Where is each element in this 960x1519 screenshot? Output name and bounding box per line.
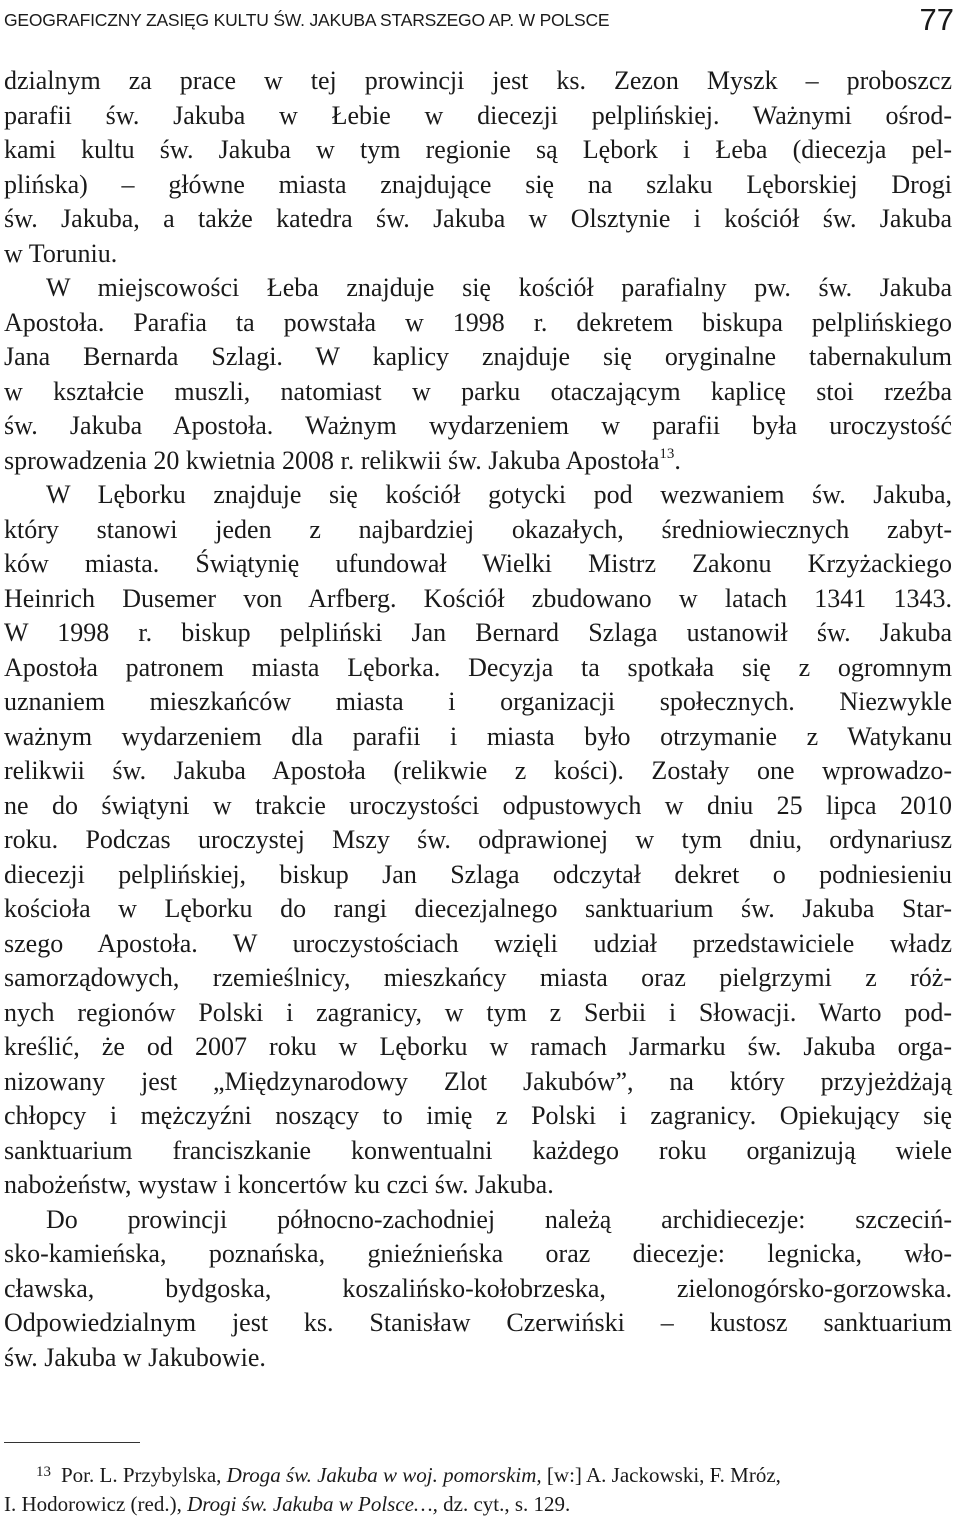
footnote-text: dz. cyt., s. 129. <box>437 1492 571 1516</box>
text-line: nych regionów Polski i zagranicy, w tym z Serbii i Słowacji. Warto pod- <box>4 997 952 1027</box>
text-line: chłopcy i mężczyźni noszący to imię z Polski i zagranicy. Opiekujący się <box>4 1101 952 1130</box>
footnote-text: Por. L. Przybylska, <box>61 1463 227 1487</box>
footnote-text: [w:] A. Jackowski, F. Mróz, <box>541 1463 781 1487</box>
text-line: cławska, bydgoska, koszalińsko-kołobrzeska, zielonogórsko-gorzowska. <box>4 1273 952 1303</box>
footnote <box>4 1458 954 1519</box>
paragraph <box>4 478 952 1203</box>
page-number: 77 <box>919 2 954 37</box>
footnote-title: Drogi św. Jakuba w Polsce…, <box>187 1492 438 1516</box>
footnote-line <box>4 1490 954 1519</box>
text-line: kościoła w Lęborku do rangi diecezjalnego sanktuarium św. Jakuba Star- <box>4 894 952 923</box>
footnote-reference: 13 <box>659 445 675 462</box>
text-line: nizowany jest „Międzynarodowy Zlot Jakubów”, na który przyjeżdżają <box>4 1066 952 1096</box>
text-line <box>4 444 952 479</box>
footnote-separator <box>4 1442 140 1443</box>
text-line: samorządowych, rzemieślnicy, mieszkańcy miasta oraz pielgrzymi z róż- <box>4 963 952 992</box>
text-line: św. Jakuba, a także katedra św. Jakuba w Olsztynie i kościół św. Jakuba <box>4 204 952 233</box>
footnote-title: Droga św. Jakuba w woj. pomorskim, <box>226 1463 542 1487</box>
text-line: ne do świątyni w trakcie uroczystości odpustowych w dniu 25 lipca 2010 <box>4 790 952 820</box>
footnote-line <box>4 1458 954 1490</box>
paragraph <box>4 64 952 271</box>
text-line: Apostoła patronem miasta Lęborka. Decyzja ta spotkała się z ogromnym <box>4 652 952 682</box>
text-line: W Lęborku znajduje się kościół gotycki pod wezwaniem św. Jakuba, <box>46 480 952 509</box>
text-line: szego Apostoła. W uroczystościach wzięli udział przedstawiciele władz <box>4 928 952 958</box>
text-line: W miejscowości Łeba znajduje się kościół parafialny pw. św. Jakuba <box>46 273 952 302</box>
text-line-content: sprowadzenia 20 kwietnia 2008 r. relikwii św. Jakuba Apostoła <box>4 445 660 475</box>
text-line: sko-kamieńska, poznańska, gnieźnieńska oraz diecezje: legnicka, wło- <box>4 1239 952 1268</box>
text-line: Apostoła. Parafia ta powstała w 1998 r. dekretem biskupa pelplińskiego <box>4 307 952 337</box>
text-line: parafii św. Jakuba w Łebie w diecezji pelplińskiej. Ważnymi ośrod- <box>4 100 952 130</box>
text-line: sanktuarium franciszkanie konwentualni każdego roku organizują wiele <box>4 1135 952 1165</box>
text-line: św. Jakuba Apostoła. Ważnym wydarzeniem w parafii była uroczystość <box>4 411 952 440</box>
text-line: który stanowi jeden z najbardziej okazałych, średniowiecznych zabyt- <box>4 514 952 544</box>
running-header <box>4 4 954 40</box>
text-line: uznaniem mieszkańców miasta i organizacji społecznych. Niezwykle <box>4 687 952 716</box>
text-line: Do prowincji północno-zachodniej należą archidiecezje: szczeciń- <box>46 1204 952 1234</box>
text-line: św. Jakuba w Jakubowie. <box>4 1342 266 1372</box>
text-line: w kształcie muszli, natomiast w parku otaczającym kaplicę stoi rzeźba <box>4 376 952 406</box>
text-line: W 1998 r. biskup pelpliński Jan Bernard Szlaga ustanowił św. Jakuba <box>4 618 952 647</box>
text-line: Jana Bernarda Szlagi. W kaplicy znajduje się oryginalne tabernakulum <box>4 342 952 371</box>
text-line: Heinrich Dusemer von Arfberg. Kościół zbudowano w latach 1341 1343. <box>4 583 952 613</box>
footnote-number: 13 <box>36 1464 51 1480</box>
text-line: ważnym wydarzeniem dla parafii i miasta było otrzymanie z Watykanu <box>4 721 952 751</box>
paragraph <box>4 1203 952 1376</box>
running-header-title: GEOGRAFICZNY ZASIĘG KULTU ŚW. JAKUBA STARSZEGO AP. W POLSCE <box>4 10 610 30</box>
footnote-text: I. Hodorowicz (red.), <box>4 1492 188 1516</box>
body-text <box>4 64 952 1375</box>
paragraph <box>4 271 952 478</box>
text-line: kami kultu św. Jakuba w tym regionie są Lębork i Łeba (diecezja pel- <box>4 135 952 164</box>
text-line: dzialnym za prace w tej prowincji jest ks. Zezon Myszk – proboszcz <box>4 66 952 95</box>
text-line: diecezji pelplińskiej, biskup Jan Szlaga odczytał dekret o podniesieniu <box>4 859 952 889</box>
text-line: Odpowiedzialnym jest ks. Stanisław Czerwiński – kustosz sanktuarium <box>4 1308 952 1337</box>
text-line: ków miasta. Świątynię ufundował Wielki Mistrz Zakonu Krzyżackiego <box>4 549 952 578</box>
text-line: nabożeństw, wystaw i koncertów ku czci św. Jakuba. <box>4 1170 554 1199</box>
text-line: relikwii św. Jakuba Apostoła (relikwie z kości). Zostały one wprowadzo- <box>4 756 952 785</box>
text-line: w Toruniu. <box>4 238 118 268</box>
text-line: kreślić, że od 2007 roku w Lęborku w ramach Jarmarku św. Jakuba orga- <box>4 1032 952 1061</box>
text-line: roku. Podczas uroczystej Mszy św. odprawionej w tym dniu, ordynariusz <box>4 825 952 854</box>
text-line-end: . <box>674 445 681 475</box>
text-line: plińska) – główne miasta znajdujące się na szlaku Lęborskiej Drogi <box>4 169 952 199</box>
